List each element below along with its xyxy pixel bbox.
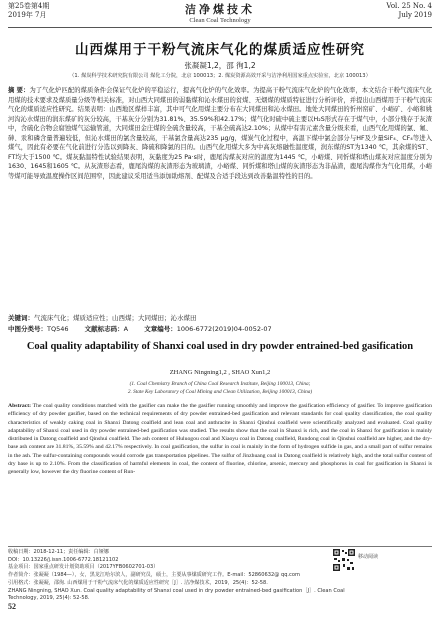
keywords-cn <box>8 313 432 322</box>
volume-cn: 第25卷第4期 <box>8 2 50 10</box>
article-title-cn: 山西煤用于干粉气流床气化的煤质适应性研究 <box>75 42 365 58</box>
mobile-reading-label: 移动阅读 <box>358 554 379 560</box>
journal-name-en: Clean Coal Technology <box>189 17 251 24</box>
article-title-en: Coal quality adaptability of Shanxi coal used in dry powder entrained-bed gasification <box>26 341 414 352</box>
authors-en: ZHANG Ningning1,2 , SHAO Xun1,2 <box>169 369 271 376</box>
keywords-cn-text: 气流床气化；煤质适应性；山西煤；大同煤田；沁水煤田 <box>34 314 197 322</box>
article-number-label: 文章编号： <box>144 325 177 333</box>
keywords-cn-label: 关键词： <box>8 314 34 322</box>
article-footnotes <box>8 549 350 603</box>
running-header <box>0 0 440 30</box>
classification-line <box>8 324 432 333</box>
footnote-rule <box>8 546 432 547</box>
abstract-cn-text: 为了气化炉匹配的煤质条件会保证气化炉的平稳运行，提高气化炉的气化效率。为提高干粉气流床气化炉的气化效率，本文结合干粉气流床气化用煤的技术要求及煤质量分级等相关标准，对山西大同煤田的弱黏煤和沁水煤田的贫煤、无烟煤的煤质特征进行分析评价，并提出山西煤用于干粉气流床气化的煤质适应性研究。结果表明：山西地区煤样丰富，其中可气化用煤主要分布在大同煤田和沁水煤田。地处大同煤田的忻州窑矿、小峪矿、小峪和姚河沟沁水煤田的润东煤矿的灰分较高，干基灰分分别为31.81%、35.59%和42.17%；煤气化时硫中硫主要以H₂S形式存在于煤气中，小部分残存于灰渣中，含硫化合物会腐蚀煤气运输管道，大同煤田金庄煤的全硫含量较高，干基全硫高达2.10%；从煤中有害元素含量分级来看，山西气化用煤的氯、氟、砷、汞和磷含量普遍较低，但沁水煤田的氯含量较高，干基氯含量高达235 μg/g，煤炭气化过程中，高温下煤中氯会部分与HF及少量SiF₄、CF₄等进入煤气，因此有必要在气化前进行分选以到降灰、降硫和降氯的目的。山西气化用煤大多为中高灰熔融性温度煤，润东煤的ST为1340 ℃，其余煤的ST、FT均大于1500 ℃。煤灰黏温特性试验结果表明，灰黏度为25 Pa·s时，鹿尾沟煤灰对应的温度为1445 ℃，小峪煤、同忻煤和塔山煤灰对应温度分别为1630、1645和1605 ℃。从灰渣形态看，鹿尾沟煤的灰渣形态为玻璃渣，小峪煤、同忻煤和塔山煤的灰渣形态为非晶渣，鹿尾沟煤作为气化用煤，小峪等煤可能导致温度操作区间范围窄，因此建议采用适当添加助熔剂、配煤及合适手段达到改善黏温特性的目的。 <box>8 87 432 180</box>
abstract-en-text: The coal quality conditions matched with the gasifier can make the the gasifier running smoothly and improve the gasification efficiency of gasifier. To improve gasification efficiency of dry powder gasifier, based on the technical requirements of dry powder entrained-bed gasification and relevant standards for coal quality classification, the coal quality characteristics of weakly caking coal in Shanxi Datong coalfield and lean coal and anthracite in Shanxi Qinshui coalfield were scientifically analyzed and evaluated. Coal quality adaptability of Shanxi coal used in dry powder entrained-bed gasification was studied. The results show that the coal in Shanxi is rich, and the coal in Shanxi for gasification is mainly distributed in Datong coalfield and Qinshui coalfield. The ash content of Huluogou coal and Xiaoyu coal in Datong coalfield, Rundong coal in Qinshui coalfield are higher, and the dry-base ash content are 31.81%, 35.59% and 42.17% respectively. In coal gasification, the sulfur in coal is mainly in the form of hydrogen sulfide in gas, and a small part of sulfur remains in the ash. The sulfur-containing compounds would corrode gas transportation pipelines. The sulfur of Jinzhuang coal in Datong coalfield is relatively high, and the total sulfur content of dry base is up to 2.10%. From the classification of harmful elements in coal, the content of fluorine, chlorine, arsenic, mercury and phosphorus in coal for gasification in Shanxi is generally low, however the dry fluorine content of Run- <box>8 403 432 476</box>
date-cn: 2019年 7月 <box>8 11 47 19</box>
clc-label: 中图分类号： <box>8 325 47 333</box>
header-center <box>0 1 440 24</box>
abstract-cn <box>8 86 432 181</box>
volume-en: Vol. 25 No. 4 <box>386 2 432 10</box>
abstract-en <box>8 402 432 477</box>
citation-cn: 引用格式：张凝凝，邵徇. 山西煤用于干粉气流床气化的煤质适应性研究［J］. 洁净煤技术，2019，25(4)：52-58. <box>8 579 268 586</box>
received-line: 收稿日期：2018-12-11；责任编辑：白娅娜 <box>8 549 109 555</box>
clc-value: TQ546 <box>47 325 69 333</box>
header-right <box>386 2 432 20</box>
doc-code-label: 文献标志码： <box>84 325 124 333</box>
page-number: 52 <box>8 602 16 611</box>
header-rule <box>8 27 432 28</box>
fund-line: 基金项目：国家重点研发计划资助项目（2017YFB0602701-03） <box>8 564 159 571</box>
affiliation-cn: （1. 煤炭科学技术研究院有限公司 煤化工分院，北京 100013；2. 煤炭资源高效开采与洁净利用国家重点实验室，北京 100013） <box>69 73 371 79</box>
qr-code-icon[interactable] <box>332 548 356 572</box>
authors-cn: 张凝凝1,2，邵 徇1,2 <box>184 61 256 70</box>
affiliation-en-line2: 2. State Key Laboratory of Coal Mining and Clean Utilization, Beijing 100013, China) <box>127 388 313 395</box>
abstract-cn-label: 摘 要： <box>8 87 30 94</box>
affiliation-en <box>8 381 432 396</box>
affiliation-en-line1: (1. Coal Chemistry Branch of China Coal Research Institute, Beijing 100013, China; <box>129 381 311 387</box>
doi-line[interactable]: DOI：10.13226/j.issn.1006-6772.18121102 <box>8 556 119 563</box>
author-info-line: 作者简介：张凝凝（1984—），女，黑龙江哈尔滨人，副研究员，硕士，主要从事煤质研究工作。E-mail：52860632@ qq.com <box>8 572 300 579</box>
journal-name-cn: 洁净煤技术 <box>185 3 255 16</box>
citation-en: ZHANG Ningning, SHAO Xun. Coal quality adaptability of Shanxi coal used in dry powder entrained-bed gasification［J］. Clean Coal Technology, 2019, 25(4): 52-58. <box>8 587 345 602</box>
date-en: July 2019 <box>398 11 432 19</box>
doc-code-value: A <box>123 325 129 333</box>
article-number-value: 1006-6772(2019)04-0052-07 <box>176 325 272 333</box>
abstract-en-label: Abstract: <box>8 403 32 409</box>
